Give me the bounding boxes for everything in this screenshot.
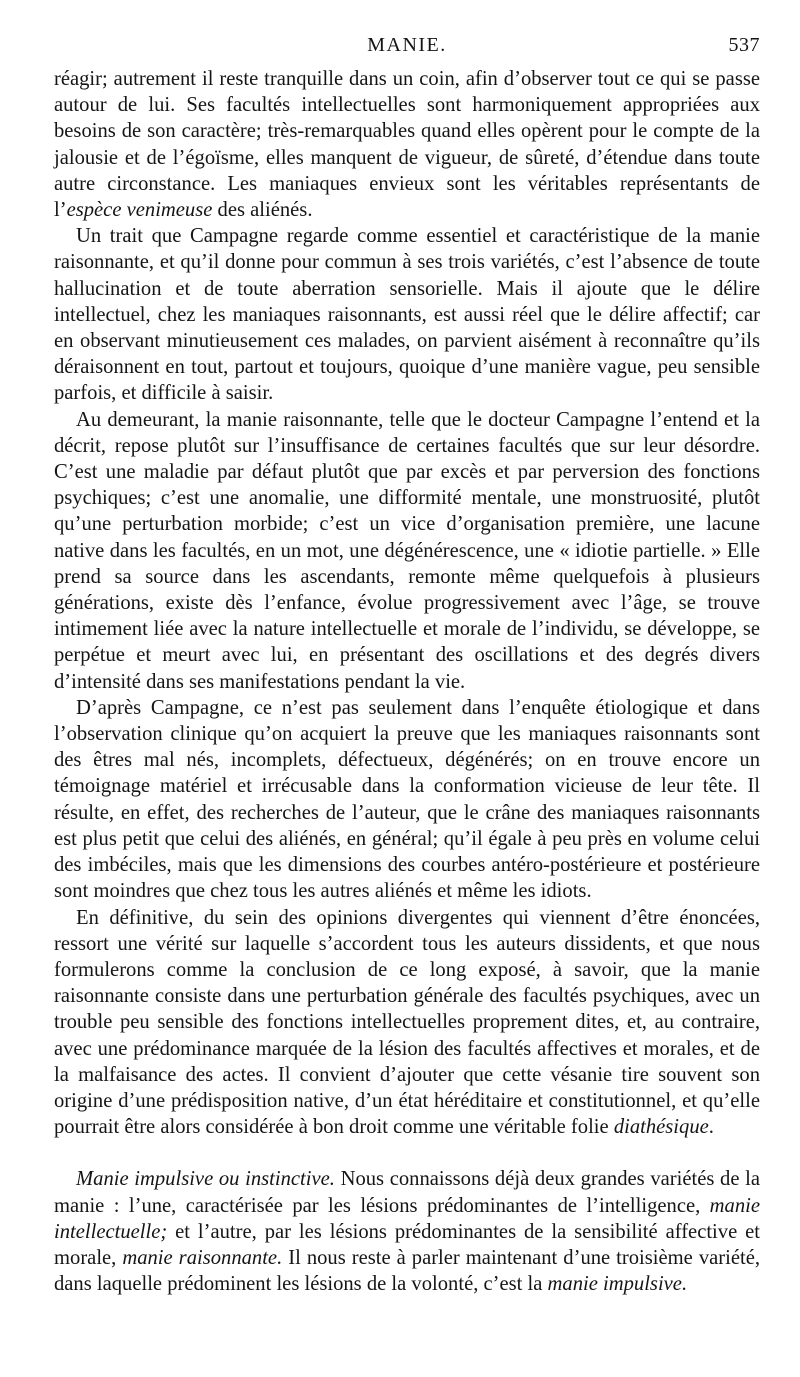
text-segment: des aliénés.: [212, 199, 313, 222]
text-segment: En définitive, du sein des opinions divergentes qui viennent d’être énoncées, ressort une vérité sur laquelle s’accordent tous les auteurs dissidents, et que nous formulerons comme la conclusion de ce long exposé, à savoir, que la manie raisonnante consiste dans une perturbation générale des facultés psychiques, avec un trouble peu sensible des fonctions intellectuelles proprement dites, et, au contraire, avec une prédominance marquée de la lésion des facultés affectives et morales, et de la malfaisance des actes. Il convient d’ajouter que cette vésanie tire souvent son origine d’une prédisposition native, d’un état héréditaire et constitutionnel, et qu’elle pourrait être alors considérée à bon droit comme une véritable folie: [54, 906, 760, 1139]
italic-text: Manie impulsive ou instinctive.: [76, 1168, 335, 1191]
paragraph: [54, 66, 760, 223]
page-number: 537: [728, 34, 760, 56]
text-segment: .: [708, 1116, 714, 1139]
text-segment: réagir; autrement il reste tranquille dans un coin, afin d’observer tout ce qui se passe autour de lui. Ses facultés intellectuelles sont harmoniquement appropriées aux besoins de son caractère; très-remarquables quand elles opèrent pour le compte de la jalousie et de l’égoïsme, elles manquent de vigueur, de sûreté, d’étendue dans toute autre circonstance. Les maniaques envieux sont les véritables représentants de l’: [54, 68, 760, 222]
text-segment: D’après Campagne, ce n’est pas seulement dans l’enquête étiologique et dans l’observation clinique qu’on acquiert la preuve que les maniaques raisonnants sont des êtres mal nés, incomplets, défectueux, dégénérés; on en trouve encore un témoignage matériel et irrécusable dans la conformation vicieuse de leur tête. Il résulte, en effet, des recherches de l’auteur, que le crâne des maniaques raisonnants est plus petit que celui des aliénés, en général; qu’il égale à peu près en volume celui des imbéciles, mais que les dimensions des courbes antéro-postérieure et postérieure sont moindres que chez tous les autres aliénés et même les idiots.: [54, 696, 760, 903]
text-segment: Au demeurant, la manie raisonnante, telle que le docteur Campagne l’entend et la décrit, repose plutôt sur l’insuffisance de certaines facultés que sur leur désordre. C’est une maladie par défaut plutôt que par excès et par perversion des fonctions psychiques; c’est une anomalie, une difformité mentale, une monstruosité, plutôt qu’une perturbation morbide; c’est un vice d’organisation première, une lacune native dans les facultés, en un mot, une dégénérescence, une « idiotie partielle. » Elle prend sa source dans les ascendants, remonte même quelquefois à plusieurs générations, existe dès l’enfance, évolue progressivement avec l’âge, se trouve intimement liée avec la nature intellectuelle et morale de l’individu, se développe, se perpétue et meurt avec lui, en présentant des oscillations et des degrés divers d’intensité dans ses manifestations pendant la vie.: [54, 408, 760, 693]
italic-text: manie impulsive.: [547, 1273, 688, 1296]
paragraph: [54, 695, 760, 905]
text-segment: Il nous reste à parler maintenant d’une troisième variété, dans laquelle prédominent les lésions de la volonté, c’est la: [54, 1246, 760, 1296]
italic-text: manie raisonnante.: [122, 1246, 283, 1269]
text-segment: Un trait que Campagne regarde comme essentiel et caractéristique de la manie raisonnante, et qu’il donne pour commun à ses trois variétés, c’est l’absence de toute hallucination et de toute aberration sensorielle. Mais il ajoute que le délire intellectuel, chez les maniaques raisonnants, est aussi réel que le délire affectif; car en observant minutieusement ces malades, on parvient aisément à reconnaître qu’ils déraisonnent en tout, partout et toujours, quoique d’une manière vague, peu sensible parfois, et difficile à saisir.: [54, 225, 760, 405]
italic-text: espèce venimeuse: [66, 199, 213, 222]
text-segment: Nous connaissons déjà deux grandes variétés de la manie : l’une, caractérisée par les lésions prédominantes de l’intelligence,: [54, 1168, 760, 1217]
paragraph: [54, 905, 760, 1141]
section-paragraph: [54, 1166, 760, 1297]
running-head: [54, 34, 760, 64]
paragraph: [54, 407, 760, 695]
italic-text: manie intellectuelle;: [54, 1194, 760, 1243]
running-title: MANIE.: [367, 34, 447, 56]
italic-text: diathésique: [613, 1116, 709, 1139]
paragraph: [54, 223, 760, 406]
text-segment: et l’autre, par les lésions prédominantes de la sensibilité affective et morale,: [54, 1220, 760, 1269]
body-text: [54, 66, 760, 1297]
